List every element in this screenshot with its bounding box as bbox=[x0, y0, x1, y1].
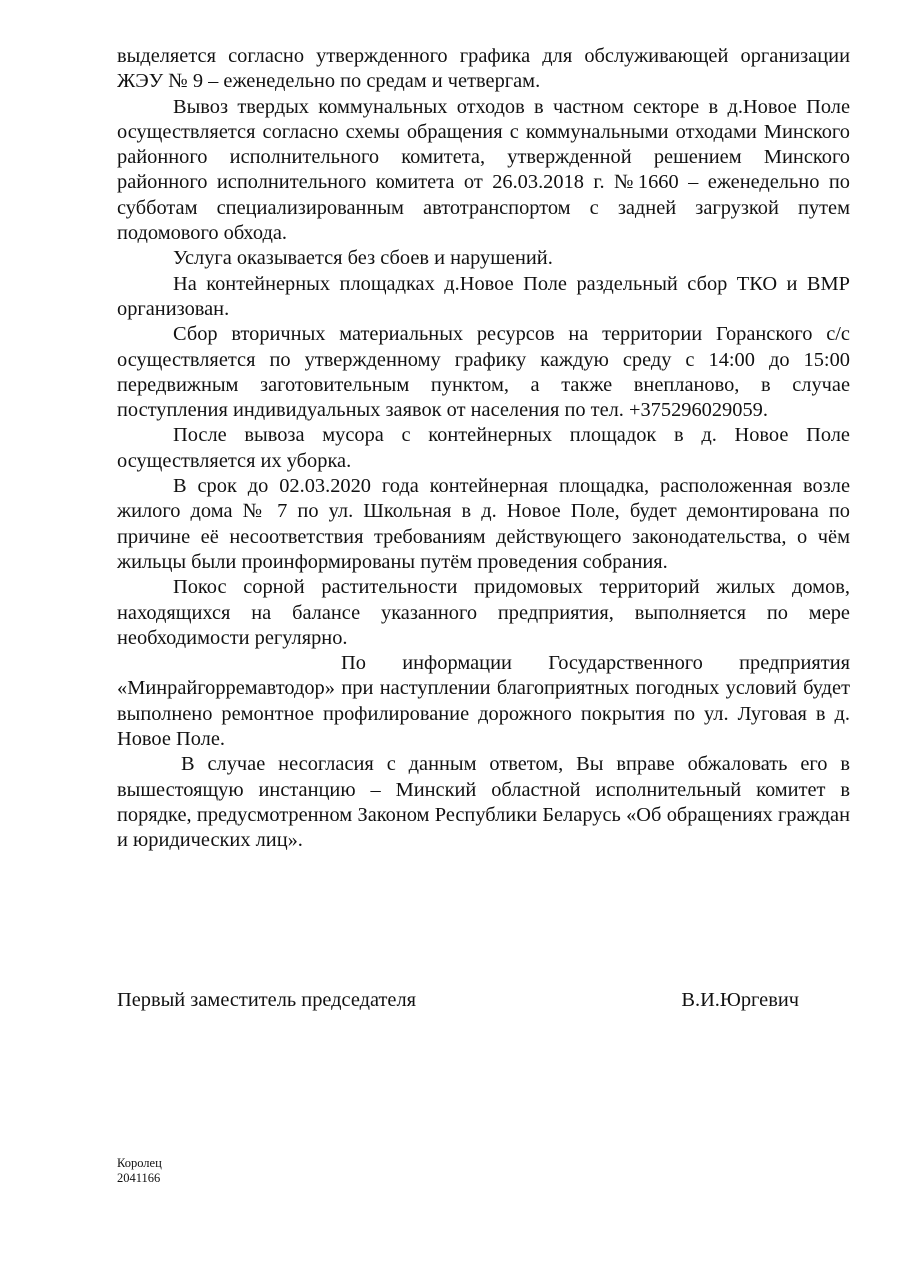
signatory-name: В.И.Юргевич bbox=[681, 989, 799, 1011]
paragraph-service-quality: Услуга оказывается без сбоев и нарушений. bbox=[173, 247, 553, 270]
paragraph-waste-removal: Вывоз твердых коммунальных отходов в частном секторе в д.Новое Поле осуществляется согласно схемы обращения с коммунальными отходами Минского районного исполнительного комитета, утвержденной решением Минского районного исполнительного комитета от 26.03.2018 г. №1660 – еженедельно по субботам специализированным автотранспортом с задней загрузкой путем подомового обхода. bbox=[117, 95, 850, 245]
paragraph-secondary-resources: Сбор вторичных материальных ресурсов на территории Горанского с/с осуществляется по утвержденному графику каждую среду с 14:00 до 15:00 передвижным заготовительным пунктом, а также внепланово, в случае поступления индивидуальных заявок от населения по тел. +375296029059. bbox=[117, 323, 850, 422]
paragraph-road-repair: По информации Государственного предприятия «Минрайгорремавтодор» при наступлении благоприятных погодных условий будет выполнено ремонтное профилирование дорожного покрытия по ул. Луговая в д. Новое Поле. bbox=[117, 652, 850, 751]
executor-footer bbox=[117, 1156, 162, 1186]
paragraph-appeal: В случае несогласия с данным ответом, Вы вправе обжаловать его в вышестоящую инстанцию – Минский областной исполнительный комитет в порядке, предусмотренном Законом Республики Беларусь «Об обращениях граждан и юридических лиц». bbox=[117, 753, 850, 852]
signature-block bbox=[117, 988, 799, 1013]
paragraph-mowing: Покос сорной растительности придомовых территорий жилых домов, находящихся на балансе указанного предприятия, выполняется по мере необходимости регулярно. bbox=[117, 576, 850, 649]
paragraph-separate-collection: На контейнерных площадках д.Новое Поле раздельный сбор ТКО и ВМР организован. bbox=[117, 272, 850, 320]
executor-phone: 2041166 bbox=[117, 1171, 161, 1185]
paragraph-continued: выделяется согласно утвержденного графика для обслуживающей организации ЖЭУ № 9 – еженедельно по средам и четвергам. bbox=[117, 45, 850, 93]
paragraph-container-site: В срок до 02.03.2020 года контейнерная площадка, расположенная возле жилого дома № 7 по ул. Школьная в д. Новое Поле, будет демонтирована по причине её несоответствия требованиям действующего законодательства, о чём жильцы были проинформированы путём проведения собрания. bbox=[117, 475, 850, 573]
executor-name: Королец bbox=[117, 1156, 162, 1170]
paragraph-cleaning: После вывоза мусора с контейнерных площадок в д. Новое Поле осуществляется их уборка. bbox=[117, 424, 850, 472]
letter-body bbox=[117, 44, 850, 854]
signatory-position: Первый заместитель председателя bbox=[117, 989, 417, 1011]
